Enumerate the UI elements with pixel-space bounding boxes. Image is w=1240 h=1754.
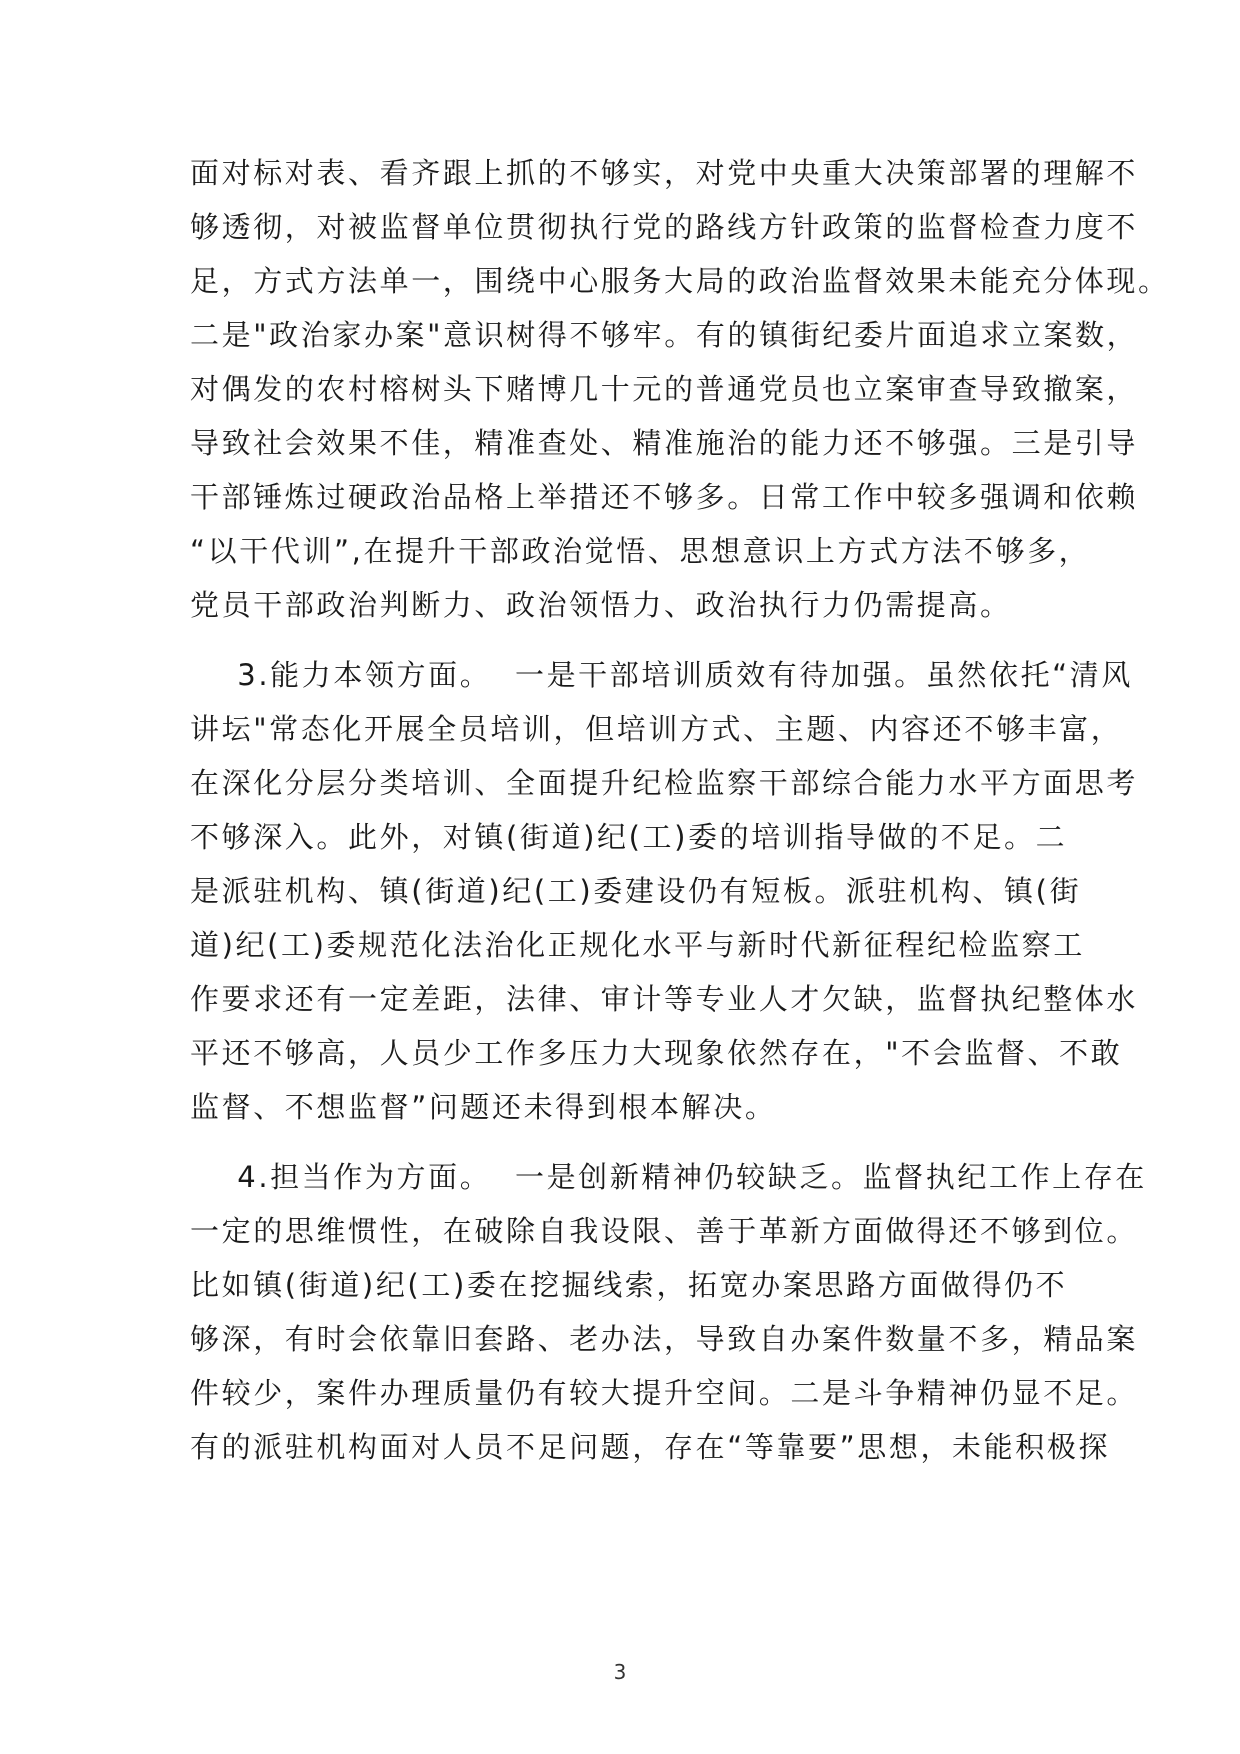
page-number: 3 <box>613 1660 627 1684</box>
text-line: 一定的思维惯性，在破除自我设限、善于革新方面做得还不够到位。 <box>190 1214 1139 1248</box>
text-line: 导致社会效果不佳，精准查处、精准施治的能力还不够强。三是引导 <box>190 426 1139 460</box>
text-line: 二是"政治家办案"意识树得不够牢。有的镇街纪委片面追求立案数， <box>190 318 1139 352</box>
text-line: 有的派驻机构面对人员不足问题，存在“等靠要”思想，未能积极探 <box>190 1430 1111 1464</box>
text-line: 道)纪(工)委规范化法治化正规化水平与新时代新征程纪检监察工 <box>190 928 1085 962</box>
text-line: 是派驻机构、镇(街道)纪(工)委建设仍有短板。派驻机构、镇(街 <box>190 874 1082 908</box>
text-line: 比如镇(街道)纪(工)委在挖掘线索，拓宽办案思路方面做得仍不 <box>190 1268 1068 1302</box>
text-line: 在深化分层分类培训、全面提升纪检监察干部综合能力水平方面思考 <box>190 766 1139 800</box>
text-line: 对偶发的农村榕树头下赌博几十元的普通党员也立案审查导致撤案， <box>190 372 1139 406</box>
text-line: 干部锤炼过硬政治品格上举措还不够多。日常工作中较多强调和依赖 <box>190 480 1139 514</box>
text-line: 面对标对表、看齐跟上抓的不够实，对党中央重大决策部署的理解不 <box>190 156 1139 190</box>
text-line: 足，方式方法单一，围绕中心服务大局的政治监督效果未能充分体现。 <box>190 264 1170 298</box>
text-line: 够透彻，对被监督单位贯彻执行党的路线方针政策的监督检查力度不 <box>190 210 1139 244</box>
text-line: 件较少，案件办理质量仍有较大提升空间。二是斗争精神仍显不足。 <box>190 1376 1139 1410</box>
text-line: 讲坛"常态化开展全员培训，但培训方式、主题、内容还不够丰富， <box>190 712 1123 746</box>
section-heading-line: 4.担当作为方面。 一是创新精神仍较缺乏。监督执纪工作上存在 <box>190 1160 1147 1194</box>
text-line: 党员干部政治判断力、政治领悟力、政治执行力仍需提高。 <box>190 588 1012 622</box>
text-line: “以干代训”,在提升干部政治觉悟、思想意识上方式方法不够多， <box>190 534 1091 568</box>
text-line: 作要求还有一定差距，法律、审计等专业人才欠缺，监督执纪整体水 <box>190 982 1139 1016</box>
text-line: 不够深入。此外，对镇(街道)纪(工)委的培训指导做的不足。二 <box>190 820 1068 854</box>
text-line: 平还不够高，人员少工作多压力大现象依然存在，"不会监督、不敢 <box>190 1036 1123 1070</box>
section-heading-line: 3.能力本领方面。 一是干部培训质效有待加强。虽然依托“清风 <box>190 658 1134 692</box>
text-line: 够深，有时会依靠旧套路、老办法，导致自办案件数量不多，精品案 <box>190 1322 1139 1356</box>
text-line: 监督、不想监督”问题还未得到根本解决。 <box>190 1090 777 1124</box>
